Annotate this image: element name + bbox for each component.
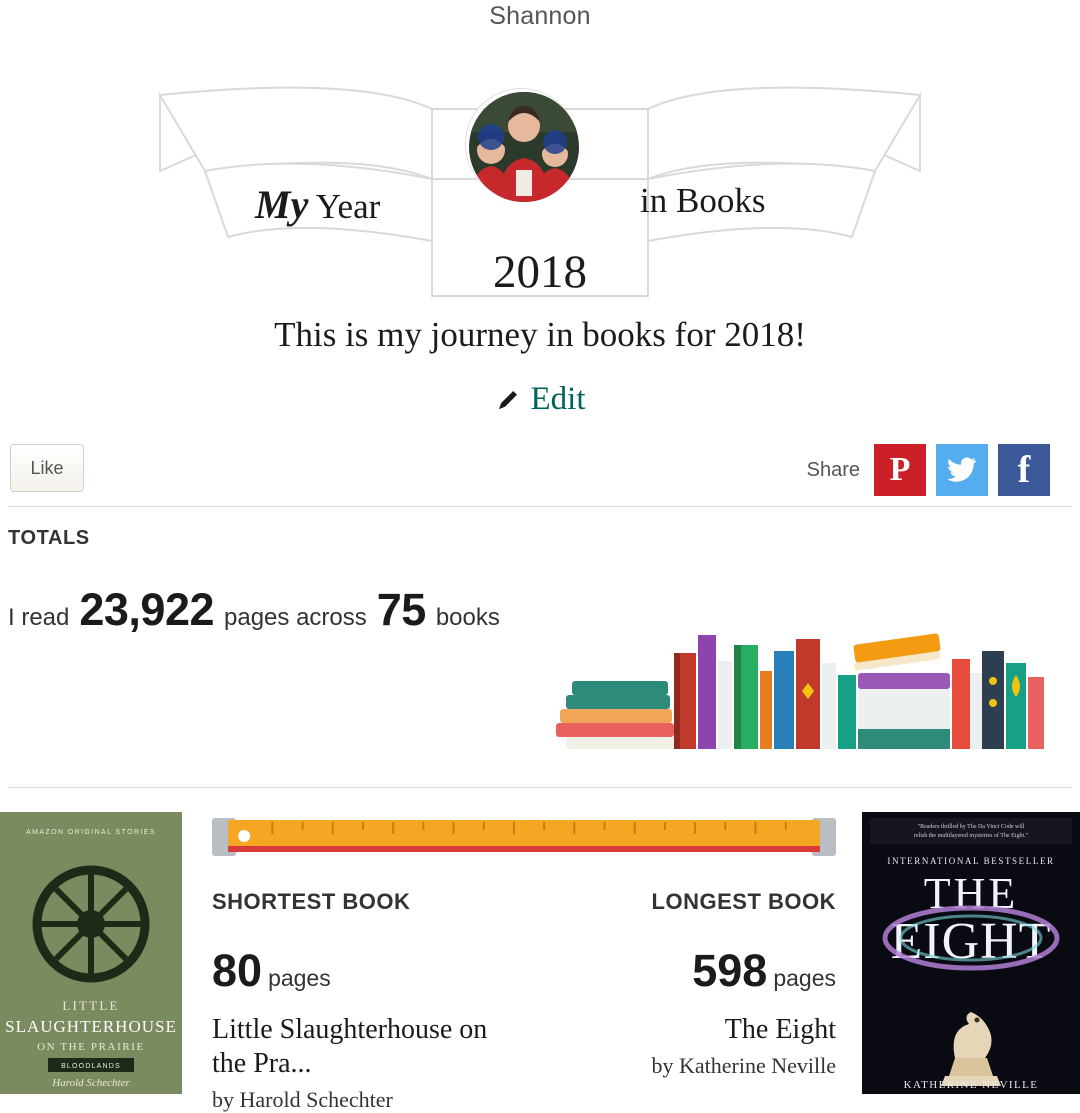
total-books-value: 75 bbox=[376, 584, 426, 635]
totals-label: TOTALS bbox=[8, 527, 90, 549]
social-row bbox=[0, 444, 1080, 506]
svg-text:Harold Schechter: Harold Schechter bbox=[52, 1077, 130, 1089]
edit-row bbox=[0, 381, 1080, 418]
svg-text:SLAUGHTERHOUSE: SLAUGHTERHOUSE bbox=[5, 1017, 177, 1036]
svg-text:EIGHT: EIGHT bbox=[890, 913, 1052, 970]
svg-text:LITTLE: LITTLE bbox=[62, 998, 120, 1013]
banner bbox=[0, 31, 1080, 298]
pinterest-glyph: P bbox=[889, 451, 911, 488]
banner-year: 2018 bbox=[493, 246, 587, 298]
longest-book-info bbox=[652, 1013, 837, 1113]
svg-text:BLOODLANDS: BLOODLANDS bbox=[61, 1063, 121, 1070]
pinterest-icon[interactable] bbox=[874, 444, 926, 496]
edit-button[interactable] bbox=[495, 381, 586, 418]
edit-label: Edit bbox=[530, 381, 586, 417]
longest-book-heading: LONGEST BOOK bbox=[651, 889, 836, 914]
total-pages-value: 23,922 bbox=[79, 584, 215, 635]
svg-text:ON THE PRAIRIE: ON THE PRAIRIE bbox=[37, 1041, 145, 1053]
totals-section bbox=[0, 507, 1080, 787]
shortest-book-info bbox=[212, 1013, 512, 1113]
totals-prefix: I read bbox=[8, 604, 70, 631]
twitter-icon[interactable] bbox=[936, 444, 988, 496]
book-titles bbox=[212, 1013, 836, 1113]
shortest-book-heading: SHORTEST BOOK bbox=[212, 889, 411, 914]
like-button[interactable]: Like bbox=[10, 444, 84, 492]
banner-text-left bbox=[255, 181, 380, 228]
svg-text:INTERNATIONAL BESTSELLER: INTERNATIONAL BESTSELLER bbox=[887, 856, 1055, 866]
shortest-pages bbox=[212, 945, 331, 997]
shortest-book-author[interactable]: by Harold Schechter bbox=[212, 1087, 393, 1113]
measure-block bbox=[212, 812, 836, 1113]
facebook-icon[interactable] bbox=[998, 444, 1050, 496]
tagline: This is my journey in books for 2018! bbox=[274, 315, 806, 354]
banner-my: My bbox=[255, 182, 309, 227]
pencil-icon bbox=[495, 387, 521, 413]
page-counts bbox=[212, 945, 836, 997]
facebook-glyph: f bbox=[1017, 449, 1031, 491]
banner-text-right: in Books bbox=[640, 181, 766, 220]
svg-text:AMAZON ORIGINAL STORIES: AMAZON ORIGINAL STORIES bbox=[26, 829, 156, 836]
share-group bbox=[807, 444, 1050, 496]
user-name: Shannon bbox=[489, 2, 591, 30]
svg-text:KATHERINE NEVILLE: KATHERINE NEVILLE bbox=[903, 1079, 1039, 1091]
longest-pages-unit: pages bbox=[773, 965, 836, 991]
longest-book-title[interactable]: The Eight bbox=[724, 1014, 836, 1045]
shortest-pages-unit: pages bbox=[268, 965, 331, 991]
ruler-illustration bbox=[212, 812, 836, 862]
little-slaughterhouse-cover[interactable] bbox=[0, 812, 182, 1094]
shortest-pages-value: 80 bbox=[212, 945, 263, 996]
share-label: Share bbox=[806, 458, 860, 481]
svg-text:"Readers thrilled by The Da Vi: "Readers thrilled by The Da Vinci Code will bbox=[917, 824, 1025, 830]
the-eight-cover[interactable] bbox=[862, 812, 1080, 1094]
shortest-longest-section bbox=[0, 804, 1080, 1113]
longest-book-author[interactable]: by Katherine Neville bbox=[651, 1053, 836, 1079]
totals-suffix: books bbox=[435, 604, 500, 631]
totals-middle: pages across bbox=[224, 604, 367, 631]
longest-pages-value: 598 bbox=[692, 945, 768, 996]
avatar[interactable] bbox=[466, 89, 576, 199]
shortest-book-title[interactable]: Little Slaughterhouse on the Pra... bbox=[212, 1014, 488, 1080]
stack-of-books-illustration bbox=[554, 611, 1054, 781]
svg-text:relish the multilayered myster: relish the multilayered mysteries of The Eight." bbox=[913, 833, 1029, 839]
svg-text:THE: THE bbox=[923, 869, 1019, 918]
section-headings bbox=[212, 889, 836, 915]
divider-bottom bbox=[8, 787, 1072, 788]
banner-year-word: Year bbox=[308, 187, 381, 226]
longest-pages bbox=[692, 945, 836, 997]
twitter-bird-icon bbox=[947, 457, 977, 483]
